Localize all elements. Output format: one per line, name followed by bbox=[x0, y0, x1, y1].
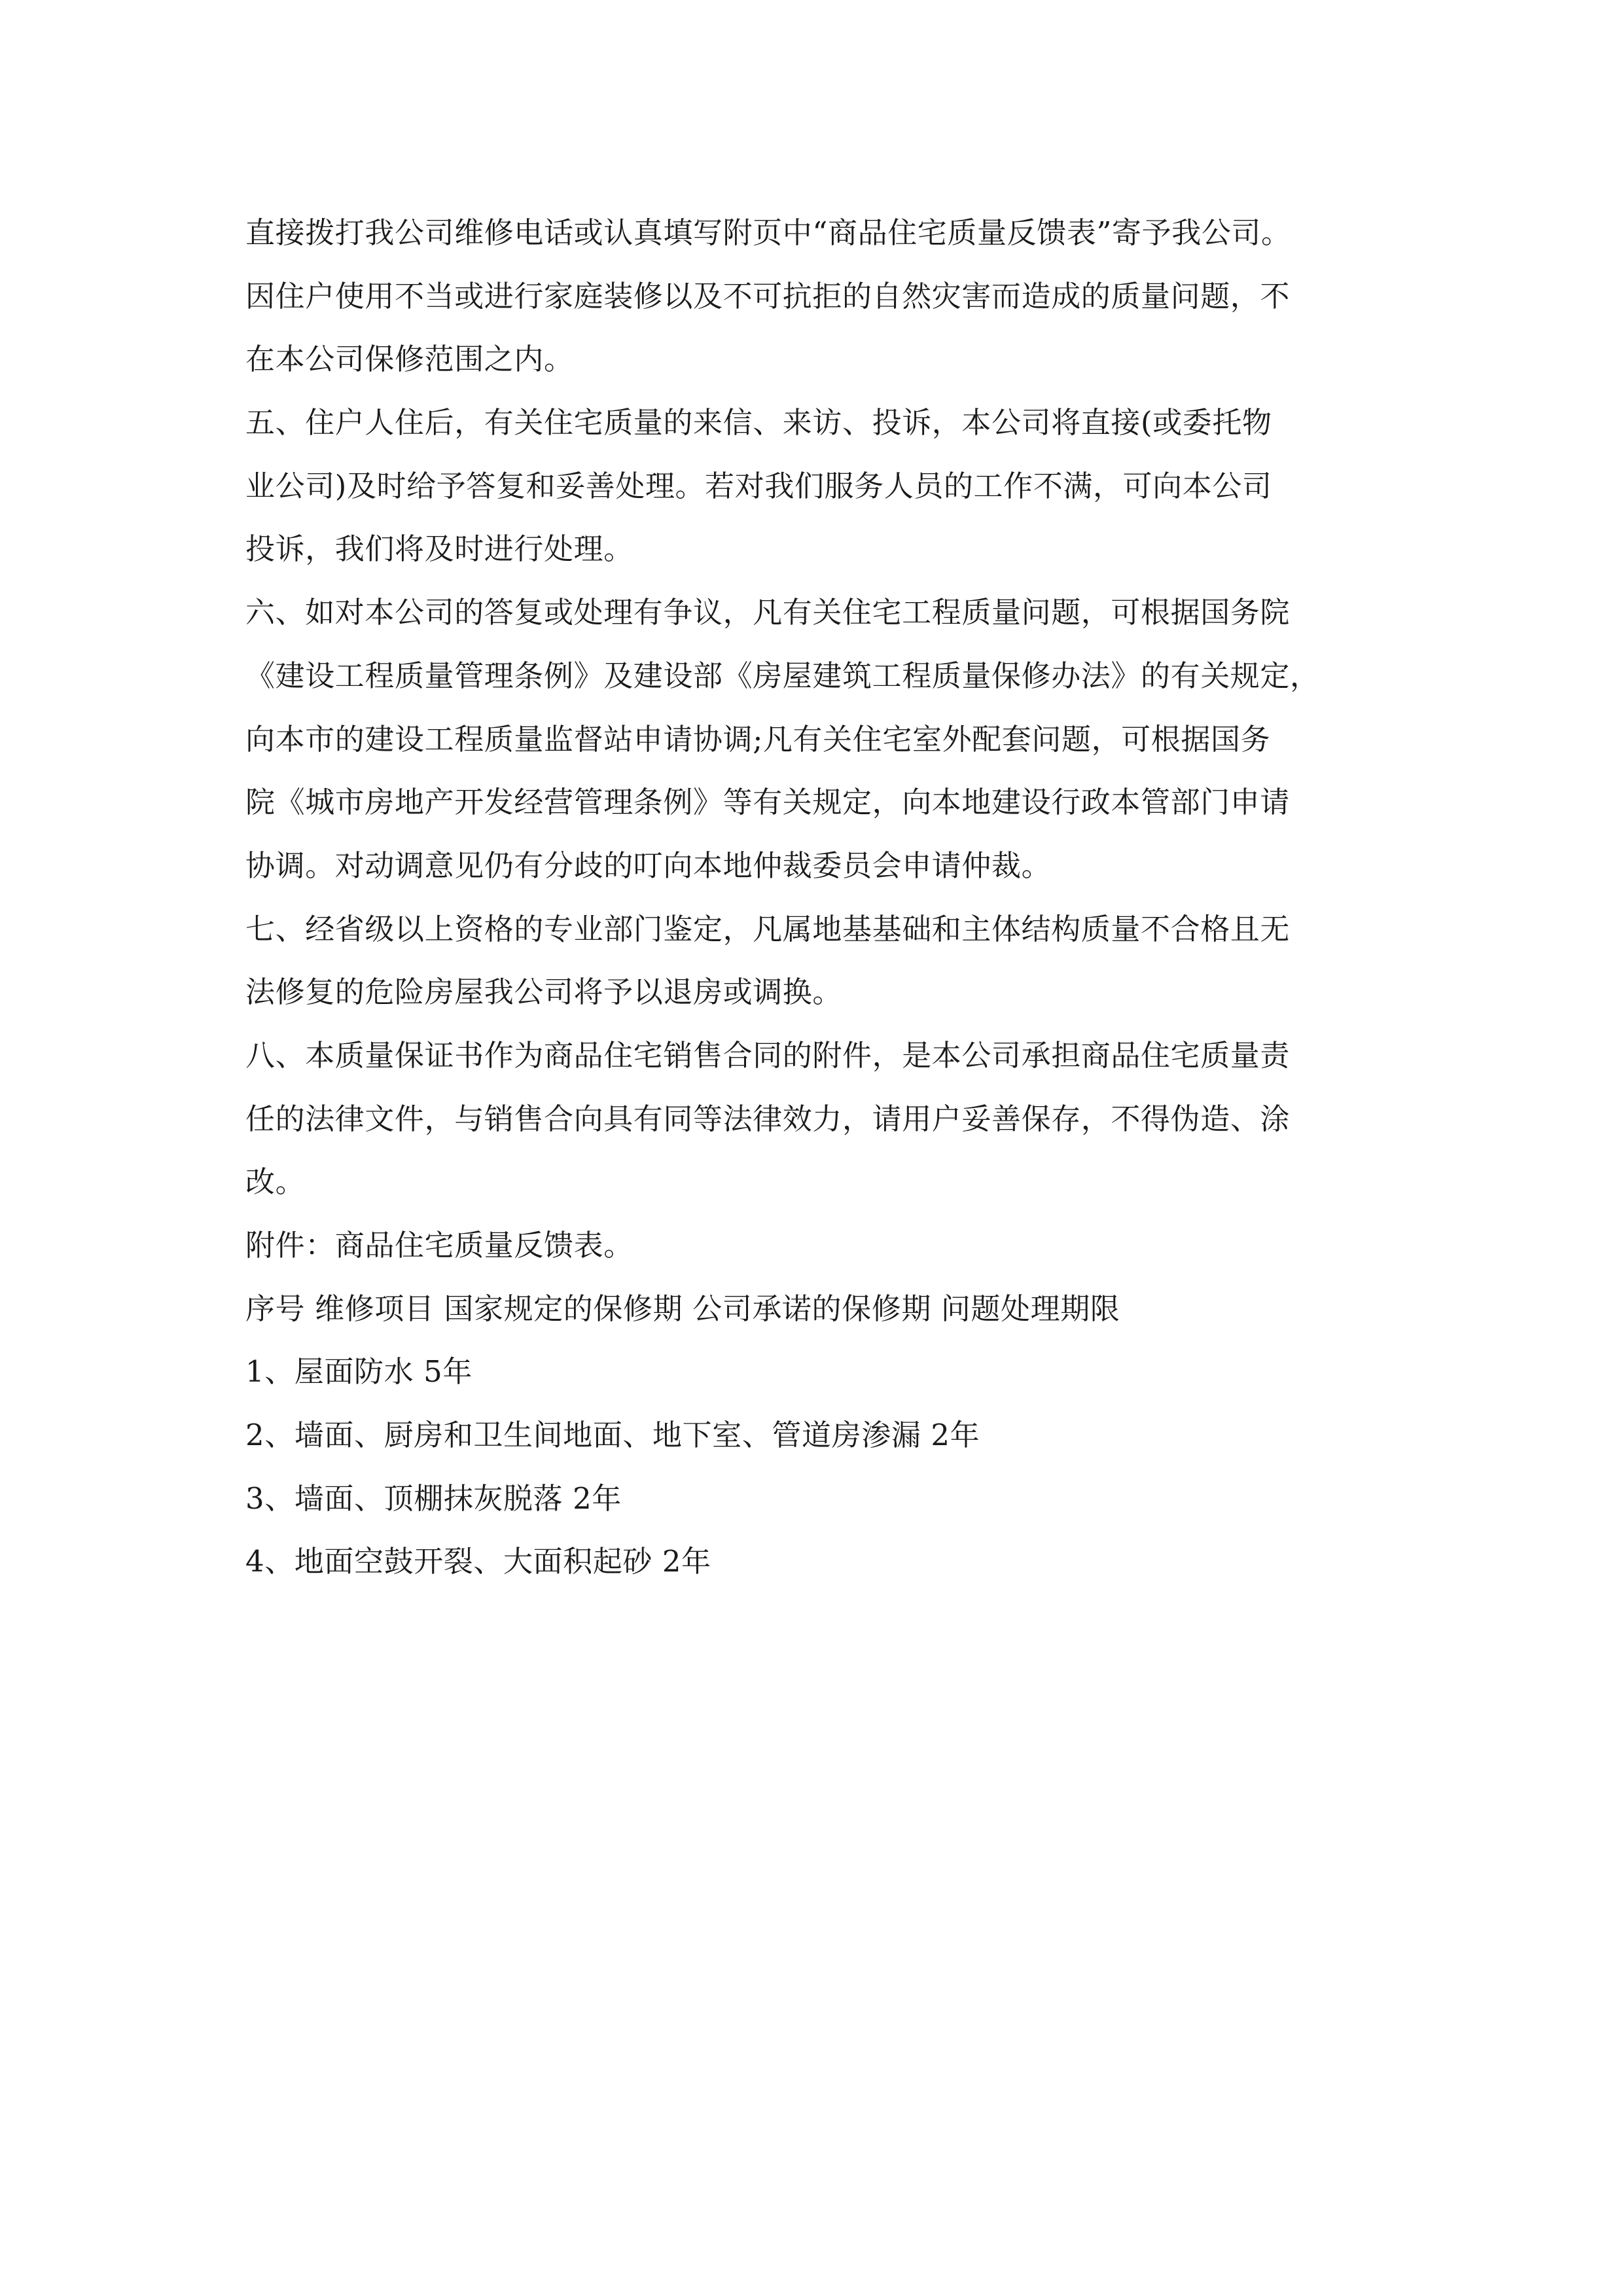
warranty-item: 4、地面空鼓开裂、大面积起砂 2年 bbox=[245, 1544, 711, 1579]
paragraph-line: 在本公司保修范围之内。 bbox=[245, 342, 574, 377]
warranty-item: 2、墙面、厨房和卫生间地面、地下室、管道房渗漏 2年 bbox=[245, 1418, 980, 1453]
warranty-item: 1、屋面防水 5年 bbox=[245, 1354, 473, 1390]
paragraph-line: 投诉，我们将及时进行处理。 bbox=[245, 531, 633, 567]
paragraph-line: 院《城市房地产开发经营管理条例》等有关规定，向本地建设行政本管部门申请 bbox=[245, 785, 1291, 820]
attachment-line: 附件：商品住宅质量反馈表。 bbox=[245, 1228, 633, 1263]
warranty-item: 3、墙面、顶棚抹灰脱落 2年 bbox=[245, 1480, 622, 1516]
paragraph-line: 向本市的建设工程质量监督站申请协调;凡有关住宅室外配套问题，可根据国务 bbox=[245, 721, 1271, 757]
document-body bbox=[245, 202, 1387, 1594]
paragraph-line: 八、本质量保证书作为商品住宅销售合同的附件，是本公司承担商品住宅质量责 bbox=[245, 1037, 1291, 1073]
paragraph-line: 五、住户人住后，有关住宅质量的来信、来访、投诉，本公司将直接(或委托物 bbox=[245, 405, 1272, 440]
paragraph-line: 改。 bbox=[245, 1164, 306, 1200]
table-header-line: 序号 维修项目 国家规定的保修期 公司承诺的保修期 问题处理期限 bbox=[245, 1291, 1120, 1326]
paragraph-line: 六、如对本公司的答复或处理有争议，凡有关住宅工程质量问题，可根据国务院 bbox=[245, 595, 1291, 630]
paragraph-line: 法修复的危险房屋我公司将予以退房或调换。 bbox=[245, 975, 843, 1010]
paragraph-line: 任的法律文件，与销售合向具有同等法律效力，请用户妥善保存，不得伪造、涂 bbox=[245, 1101, 1291, 1136]
paragraph-line: 七、经省级以上资格的专业部门鉴定，凡属地基基础和主体结构质量不合格且无 bbox=[245, 911, 1291, 946]
paragraph-line: 业公司)及时给予答复和妥善处理。若对我们服务人员的工作不满，可向本公司 bbox=[245, 468, 1272, 503]
paragraph-line: 因住户使用不当或进行家庭装修以及不可抗拒的自然灾害而造成的质量问题，不 bbox=[245, 278, 1291, 314]
paragraph-line: 协调。对动调意见仍有分歧的叮向本地仲裁委员会申请仲裁。 bbox=[245, 848, 1052, 883]
paragraph-line: 直接拨打我公司维修电话或认真填写附页中“商品住宅质量反馈表”寄予我公司。 bbox=[245, 215, 1291, 250]
paragraph-line: 《建设工程质量管理条例》及建设部《房屋建筑工程质量保修办法》的有关规定， bbox=[245, 658, 1320, 693]
